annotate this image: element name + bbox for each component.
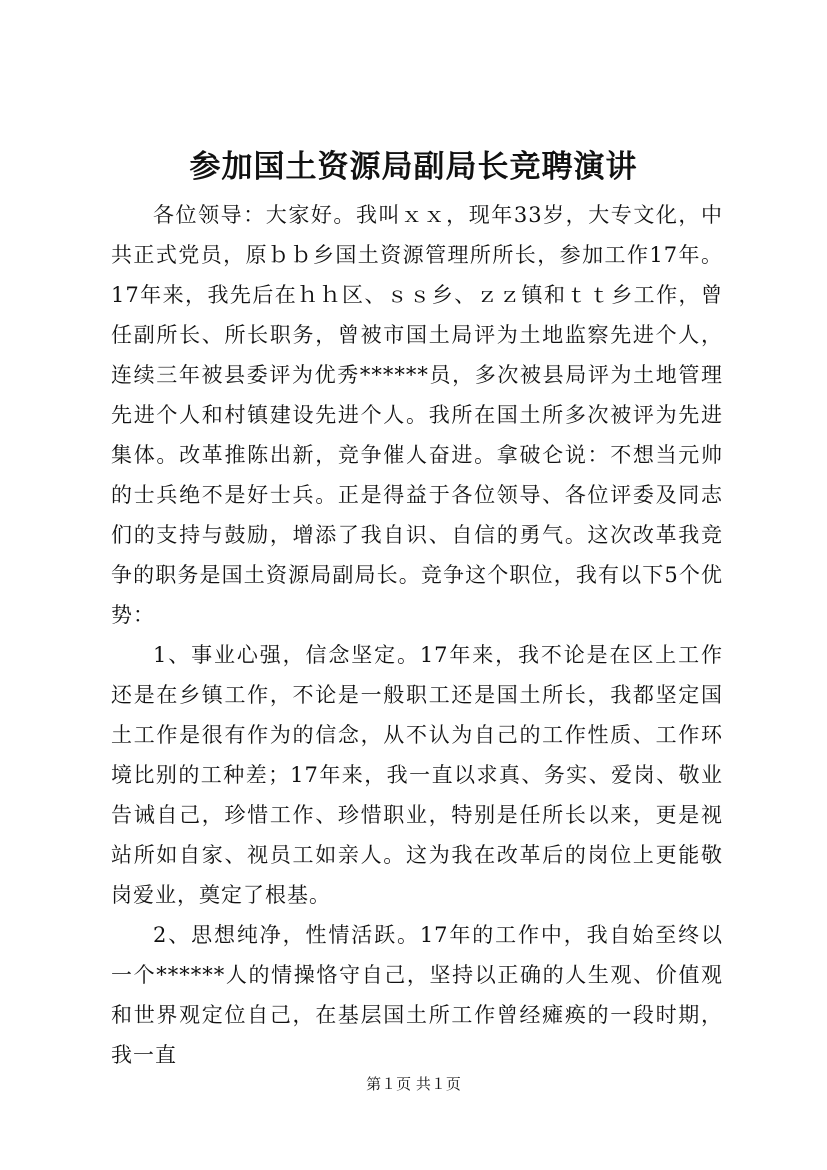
paragraph-strength-1: 1、事业心强，信念坚定。17年来，我不论是在区上工作还是在乡镇工作，不论是一般职工还是国土所长，我都坚定国土工作是很有作为的信念，从不认为自己的工作性质、工作环境比别的工种差；17年来，我一直以求真、务实、爱岗、敬业告诫自己，珍惜工作、珍惜职业，特别是任所长以来，更是视站所如自家、视员工如亲人。这为我在改革后的岗位上更能敬岗爱业，奠定了根基。 — [111, 643, 723, 907]
paragraph-greeting: 各位领导：大家好。我叫ｘｘ，现年33岁，大专文化，中共正式党员，原ｂｂ乡国土资源管理所所长，参加工作17年。17年来，我先后在ｈｈ区、ｓｓ乡、ｚｚ镇和ｔｔ乡工作，曾任副所长、所长职务，曾被市国土局评为土地监察先进个人，连续三年被县委评为优秀******员，多次被县局评为土地管理先进个人和村镇建设先进个人。我所在国土所多次被评为先进集体。改革推陈出新，竞争催人奋进。拿破仑说：不想当元帅的士兵绝不是好士兵。正是得益于各位领导、各位评委及同志们的支持与鼓励，增添了我自识、自信的勇气。这次改革我竞争的职务是国土资源局副局长。竞争这个职位，我有以下5个优势： — [111, 203, 723, 627]
document-title: 参加国土资源局副局长竞聘演讲 — [189, 149, 638, 185]
document-body — [111, 195, 723, 1075]
page-footer: 第１页 共１页 — [366, 1075, 461, 1093]
paragraph-strength-2: 2、思想纯净，性情活跃。17年的工作中，我自始至终以一个******人的情操恪守自己，坚持以正确的人生观、价值观和世界观定位自己，在基层国土所工作曾经瘫痪的一段时期，我一直 — [111, 923, 723, 1067]
